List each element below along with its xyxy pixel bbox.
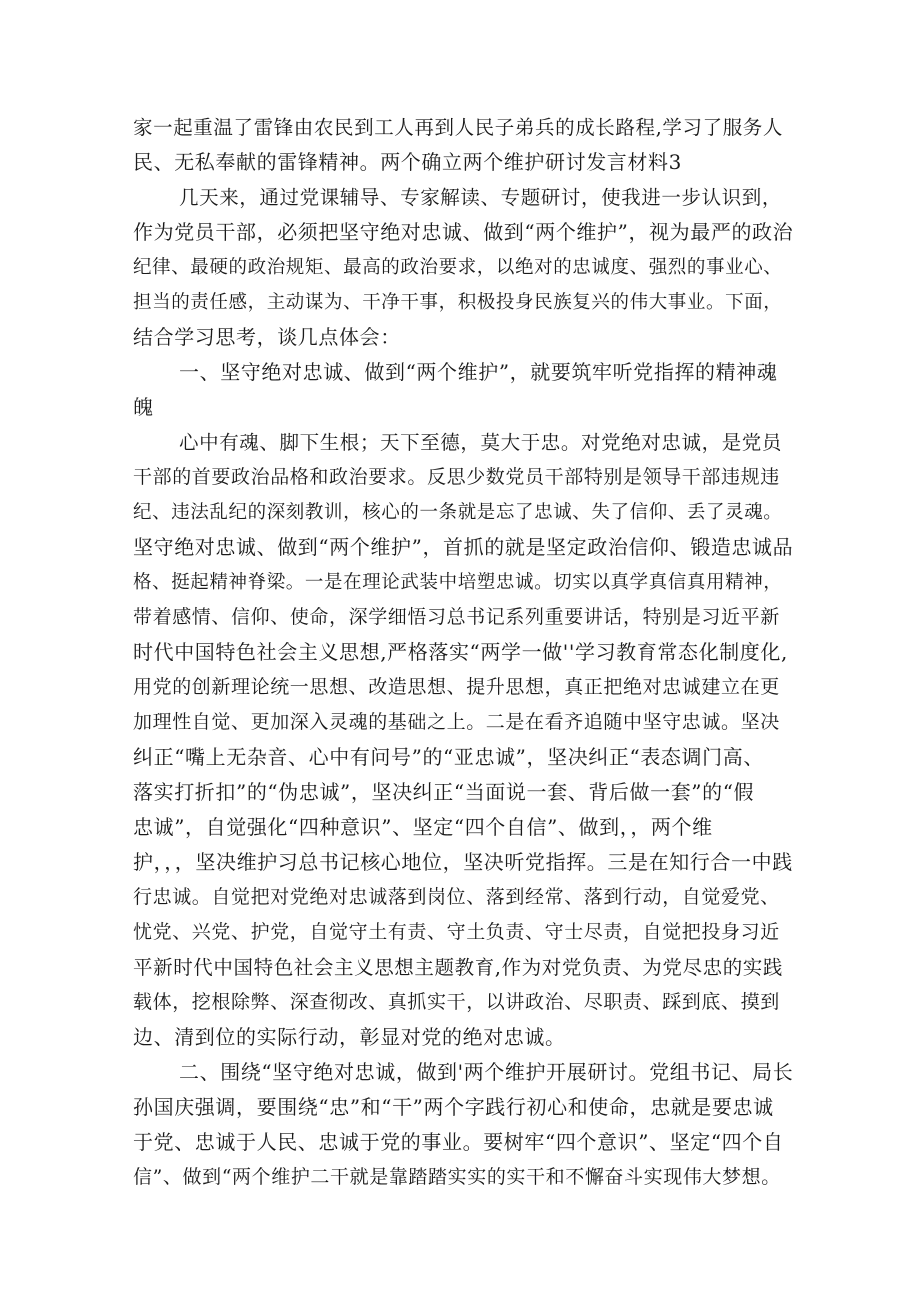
text-line: 平新时代中国特色社会主义思想主题教育,作为对党负责、为党尽忠的实践	[133, 956, 783, 979]
paragraph-start: 心中有魂、脚下生根；天下至德，莫大于忠。对党绝对忠诚，是党员	[179, 431, 783, 454]
text-line: 落实打折扣”的“伪忠诚”，坚决纠正“当面说一套、背后做一套”的“假	[133, 780, 755, 804]
text-line: 边、清到位的实际行动，彰显对党的绝对忠诚。	[133, 1025, 566, 1049]
text-line: 行忠诚。自觉把对党绝对忠诚落到岗位、落到经常、落到行动，自觉爱党、	[133, 886, 780, 908]
text-line: 用党的创新理论统一思想、改造思想、提升思想，真正把绝对忠诚建立在更	[133, 676, 780, 698]
text-line: 干部的首要政治品格和政治要求。反思少数党员干部特别是领导干部违规违	[133, 466, 780, 488]
text-line: 作为党员干部，必须把坚守绝对忠诚、做到“两个维护”，视为最严的政治	[133, 220, 794, 244]
paragraph-start: 几天来，通过党课辅导、专家解读、专题研讨，使我进一步认识到，	[179, 186, 783, 209]
text-line: 孙国庆强调，要围绕“忠”和“干”两个字践行初心和使命，忠就是要忠诚	[133, 1095, 774, 1119]
text-line: 载体，挖根除弊、深查彻改、真抓实干，以讲政治、尽职责、踩到底、摸到	[133, 991, 780, 1013]
text-line: 信”、做到“两个维护二干就是靠踏踏实实的实干和不懈奋斗实现伟大梦想。	[133, 1166, 781, 1188]
text-line: 护，，，坚决维护习总书记核心地位，坚决听党指挥。三是在知行合一中践	[133, 850, 793, 874]
text-line: 于党、忠诚于人民、忠诚于党的事业。要树牢“四个意识”、坚定“四个自	[133, 1130, 784, 1154]
text-line: 纠正“嘴上无杂音、心中有问号”的“亚忠诚”，坚决纠正“表态调门高、	[133, 745, 764, 769]
section-heading-continued: 魄	[133, 395, 154, 419]
text-line: 家一起重温了雷锋由农民到工人再到人民子弟兵的成长路程,学习了服务人	[133, 116, 783, 139]
document-body	[133, 110, 793, 1195]
text-line: 坚守绝对忠诚、做到“两个维护”，首抓的就是坚定政治信仰、锻造忠诚品	[133, 535, 794, 559]
section-heading: 一、坚守绝对忠诚、做到“两个维护”，就要筑牢听党指挥的精神魂	[179, 360, 778, 384]
text-line: 结合学习思考，谈几点体会：	[133, 325, 401, 349]
text-line: 纪、违法乱纪的深刻教训，核心的一条就是忘了忠诚、失了信仰、丢了灵魂。	[133, 502, 783, 523]
text-line: 民、无私奉献的雷锋精神。两个确立两个维护研讨发言材料3	[133, 150, 682, 174]
text-line: 时代中国特色社会主义思想,严格落实“两学一做''学习教育常态化制度化,	[133, 640, 788, 664]
paragraph-start: 二、围绕“坚守绝对忠诚，做到'两个维护开展研讨。党组书记、局长	[179, 1060, 794, 1084]
text-line: 忠诚”，自觉强化“四种意识”、坚定“四个自信”、做到，，两个维	[133, 815, 713, 839]
text-line: 担当的责任感，主动谋为、干净干事，积极投身民族复兴的伟大事业。下面，	[133, 292, 783, 313]
text-line: 忧党、兴党、护党，自觉守土有责、守土负责、守士尽责，自觉把投身习近	[133, 921, 780, 943]
text-line: 纪律、最硬的政治规矩、最高的政治要求，以绝对的忠诚度、强烈的事业心、	[133, 257, 783, 278]
text-line: 加理性自觉、更加深入灵魂的基础之上。二是在看齐追随中坚守忠诚。坚决	[133, 711, 780, 733]
text-line: 带着感情、信仰、使命，深学细悟习总书记系列重要讲话，特别是习近平新	[133, 606, 780, 628]
text-line: 格、挺起精神脊梁。一是在理论武装中培塑忠诚。切实以真学真信真用精神，	[133, 572, 783, 593]
